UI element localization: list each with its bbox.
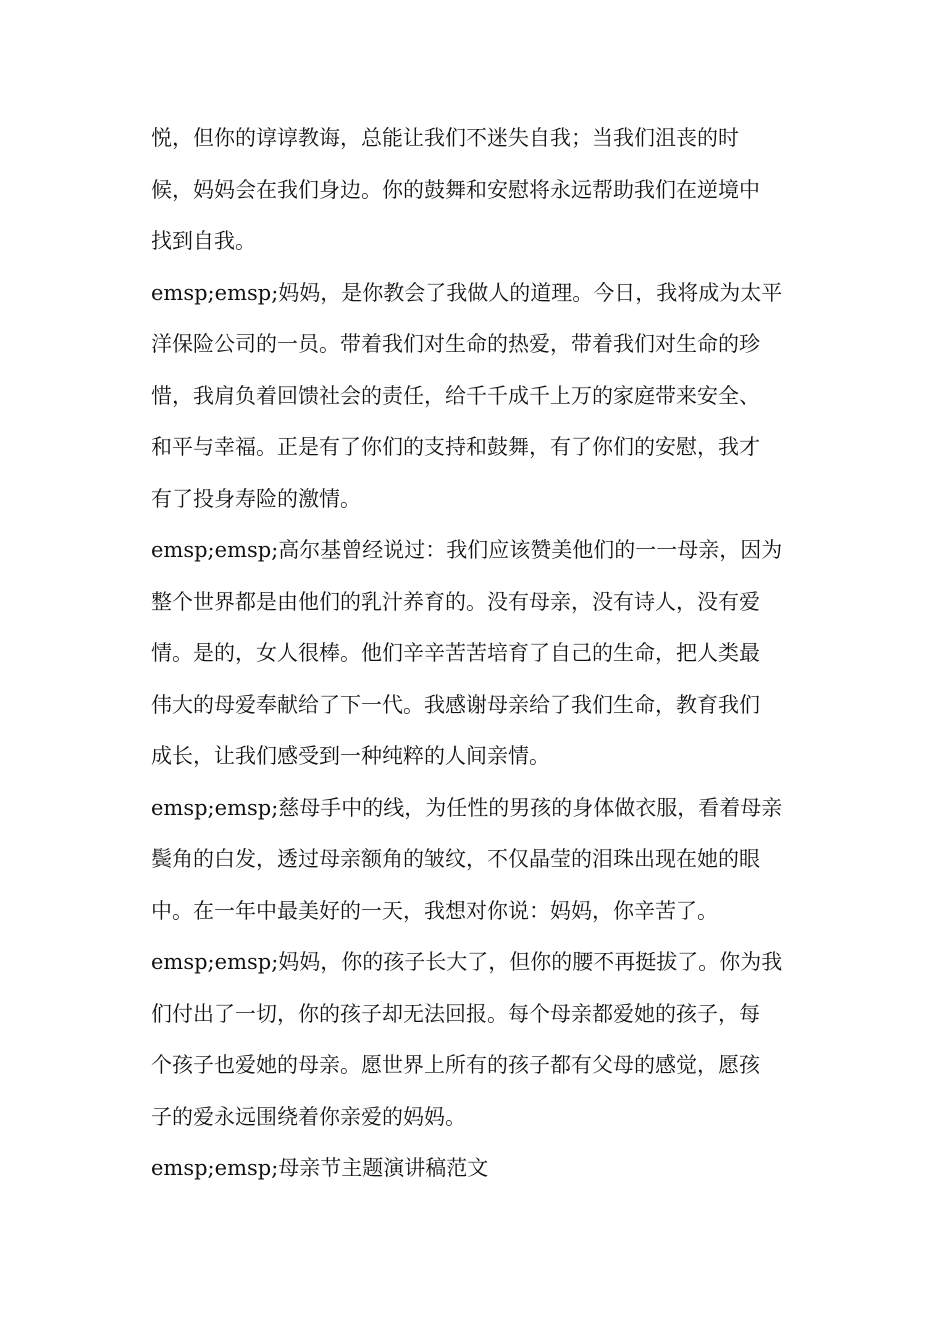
text-line: 洋保险公司的一员。带着我们对生命的热爱，带着我们对生命的珍 xyxy=(151,332,760,356)
body-text xyxy=(151,113,811,1195)
text-line: 鬓角的白发，透过母亲额角的皱纹，不仅晶莹的泪珠出现在她的眼 xyxy=(151,847,760,871)
text-line: 伟大的母爱奉献给了下一代。我感谢母亲给了我们生命，教育我们 xyxy=(151,692,760,717)
text-line: 和平与幸福。正是有了你们的支持和鼓舞，有了你们的安慰，我才 xyxy=(151,435,760,459)
text-line: 子的爱永远围绕着你亲爱的妈妈。 xyxy=(151,1104,466,1129)
text-line: 找到自我。 xyxy=(151,229,256,253)
text-line: 悦，但你的谆谆教诲，总能让我们不迷失自我；当我们沮丧的时 xyxy=(151,126,739,150)
text-line: 个孩子也爱她的母亲。愿世界上所有的孩子都有父母的感觉，愿孩 xyxy=(151,1053,760,1077)
text-line: emsp;emsp;妈妈，你的孩子长大了，但你的腰不再挺拔了。你为我 xyxy=(151,950,783,974)
text-line: emsp;emsp;母亲节主题演讲稿范文 xyxy=(151,1156,489,1180)
text-line: emsp;emsp;妈妈，是你教会了我做人的道理。今日，我将成为太平 xyxy=(151,280,783,305)
text-line: 中。在一年中最美好的一天，我想对你说：妈妈，你辛苦了。 xyxy=(151,898,718,923)
text-line: 候，妈妈会在我们身边。你的鼓舞和安慰将永远帮助我们在逆境中 xyxy=(151,177,760,202)
text-line: 惜，我肩负着回馈社会的责任，给千千成千上万的家庭带来安全、 xyxy=(151,383,760,408)
text-line: 整个世界都是由他们的乳汁养育的。没有母亲，没有诗人，没有爱 xyxy=(151,589,760,614)
text-line: emsp;emsp;慈母手中的线，为任性的男孩的身体做衣服，看着母亲 xyxy=(151,795,783,820)
text-line: 有了投身寿险的激情。 xyxy=(151,486,361,511)
text-line: 成长，让我们感受到一种纯粹的人间亲情。 xyxy=(151,744,550,768)
text-line: 们付出了一切，你的孩子却无法回报。每个母亲都爱她的孩子，每 xyxy=(151,1001,760,1026)
text-line: emsp;emsp;高尔基曾经说过：我们应该赞美他们的一一母亲，因为 xyxy=(151,538,783,562)
text-line: 情。是的，女人很棒。他们辛辛苦苦培育了自己的生命，把人类最 xyxy=(151,641,760,665)
